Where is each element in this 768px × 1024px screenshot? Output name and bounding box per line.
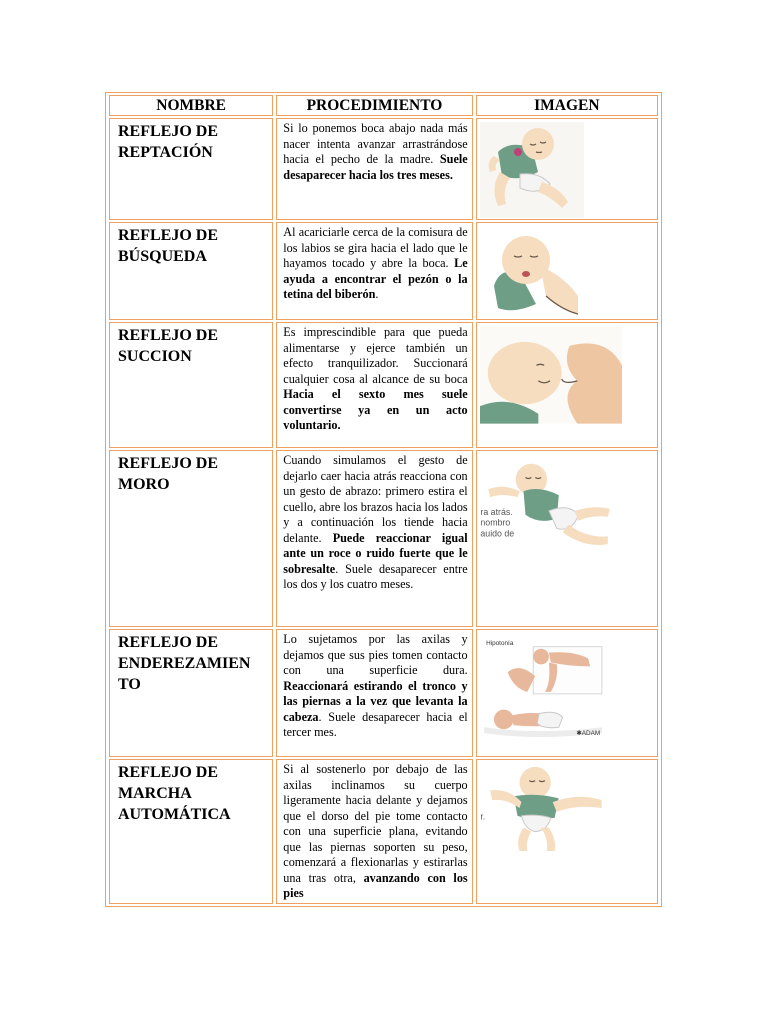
reflex-name-cell bbox=[109, 629, 273, 757]
table-row bbox=[109, 322, 658, 448]
baby-crawling-illustration bbox=[480, 122, 584, 218]
image-cell bbox=[476, 322, 658, 448]
procedure-text: Lo sujetamos por las axilas y dejamos que sus pies tomen contacto con una superficie dura. bbox=[283, 632, 468, 677]
procedure-text: Si al sostenerlo por debajo de las axilas inclinamos su cuerpo ligeramente hacia delante y dejamos que el dorso del pie tome contacto con una superficie plana, evitando que las piernas soporten su peso, comenzará a flexionarlas y estirarlas una tras otra, bbox=[283, 762, 468, 885]
reflex-name-line: REFLEJO DE bbox=[118, 227, 219, 244]
baby-hypotonia-photo bbox=[480, 633, 608, 741]
reflex-name-line: REFLEJO DE bbox=[118, 455, 219, 472]
procedure-bold-text: Puede reaccionar igual ante un roce o ruido fuerte que le sobresalte bbox=[283, 530, 468, 576]
procedure-bold-text: Hacia el sexto mes suele convertirse ya en un acto voluntario. bbox=[283, 387, 468, 432]
reflex-name-line: BÚSQUEDA bbox=[118, 248, 207, 265]
reflex-name-line: REFLEJO DE bbox=[118, 764, 219, 781]
header-name: NOMBRE bbox=[109, 95, 273, 116]
table-row bbox=[109, 222, 658, 320]
image-cell bbox=[476, 629, 658, 757]
hypotonia-label: Hipotonía bbox=[485, 639, 514, 647]
reflex-name-line: REFLEJO DE bbox=[118, 123, 219, 140]
adam-credit: ✱ADAM bbox=[576, 730, 600, 738]
reflex-name-line: REFLEJO DE bbox=[118, 327, 219, 344]
procedure-bold-text: Suele desaparecer hacia los tres meses. bbox=[283, 152, 468, 182]
reflex-table bbox=[105, 92, 662, 907]
table-row bbox=[109, 629, 658, 757]
baby-moro-illustration bbox=[480, 454, 618, 552]
image-cell bbox=[476, 759, 658, 904]
reflex-name-cell bbox=[109, 450, 273, 627]
procedure-text: . Suele desaparecer hacia el tercer mes. bbox=[283, 709, 468, 739]
header-image: IMAGEN bbox=[476, 95, 658, 116]
moro-caption-line: auido de bbox=[480, 528, 514, 539]
reflex-name-line: MORO bbox=[118, 476, 170, 493]
procedure-cell bbox=[276, 118, 472, 220]
reflex-name-cell bbox=[109, 222, 273, 320]
table-row bbox=[109, 118, 658, 220]
procedure-cell bbox=[276, 450, 472, 627]
reflex-name-cell bbox=[109, 118, 273, 220]
header-procedure: PROCEDIMIENTO bbox=[276, 95, 472, 116]
procedure-cell bbox=[276, 629, 472, 757]
reflex-name-line: AUTOMÁTICA bbox=[118, 806, 231, 823]
moro-caption-line: ra atrás. bbox=[480, 506, 513, 517]
procedure-cell bbox=[276, 759, 472, 904]
table-header-row bbox=[109, 95, 658, 116]
baby-rooting-illustration bbox=[480, 226, 584, 318]
procedure-bold-text: Le ayuda a encontrar el pezón o la tetina del biberón bbox=[283, 256, 468, 301]
procedure-text: . bbox=[375, 287, 379, 301]
image-cell bbox=[476, 118, 658, 220]
baby-breastfeeding-illustration bbox=[480, 326, 622, 424]
stepping-caption-line: r. bbox=[480, 811, 485, 822]
reflex-name-line: MARCHA bbox=[118, 785, 192, 802]
reflex-name-line: REPTACIÓN bbox=[118, 144, 213, 161]
reflex-name-cell bbox=[109, 759, 273, 904]
reflex-name-line: SUCCION bbox=[118, 348, 192, 365]
procedure-text: Cuando simulamos el gesto de dejarlo caer hacia atrás reacciona con un gesto de abrazo: primero estira el cuello, abre los brazos hacia los lados y a continuación los tiende hacia delante. bbox=[283, 453, 468, 545]
procedure-text: Es imprescindible para que pueda alimentarse y ejerce también un efecto tranquilizador. Succionará cualquier cosa al alcance de su boca bbox=[283, 325, 468, 386]
table-row bbox=[109, 759, 658, 904]
reflex-name-cell bbox=[109, 322, 273, 448]
reflex-name-line: TO bbox=[118, 676, 141, 693]
procedure-text: . Suele desaparecer entre los dos y los cuatro meses. bbox=[283, 561, 468, 591]
image-cell bbox=[476, 222, 658, 320]
moro-caption-line: nombro bbox=[480, 517, 510, 528]
procedure-bold-text: avanzando con los pies bbox=[283, 870, 468, 900]
procedure-text: Si lo ponemos boca abajo nada más nacer intenta avanzar arrastrándose hacia el pecho de la madre. bbox=[283, 121, 468, 166]
baby-stepping-illustration bbox=[480, 763, 602, 853]
table-row bbox=[109, 450, 658, 627]
reflex-name-line: ENDEREZAMIEN bbox=[118, 655, 251, 672]
image-cell bbox=[476, 450, 658, 627]
procedure-cell bbox=[276, 322, 472, 448]
procedure-bold-text: Reaccionará estirando el tronco y las piernas a la vez que levanta la cabeza bbox=[283, 678, 468, 724]
reflex-name-line: REFLEJO DE bbox=[118, 634, 219, 651]
procedure-text: Al acariciarle cerca de la comisura de los labios se gira hacia el lado que le hayamos tocado y abre la boca. bbox=[283, 225, 468, 270]
procedure-cell bbox=[276, 222, 472, 320]
